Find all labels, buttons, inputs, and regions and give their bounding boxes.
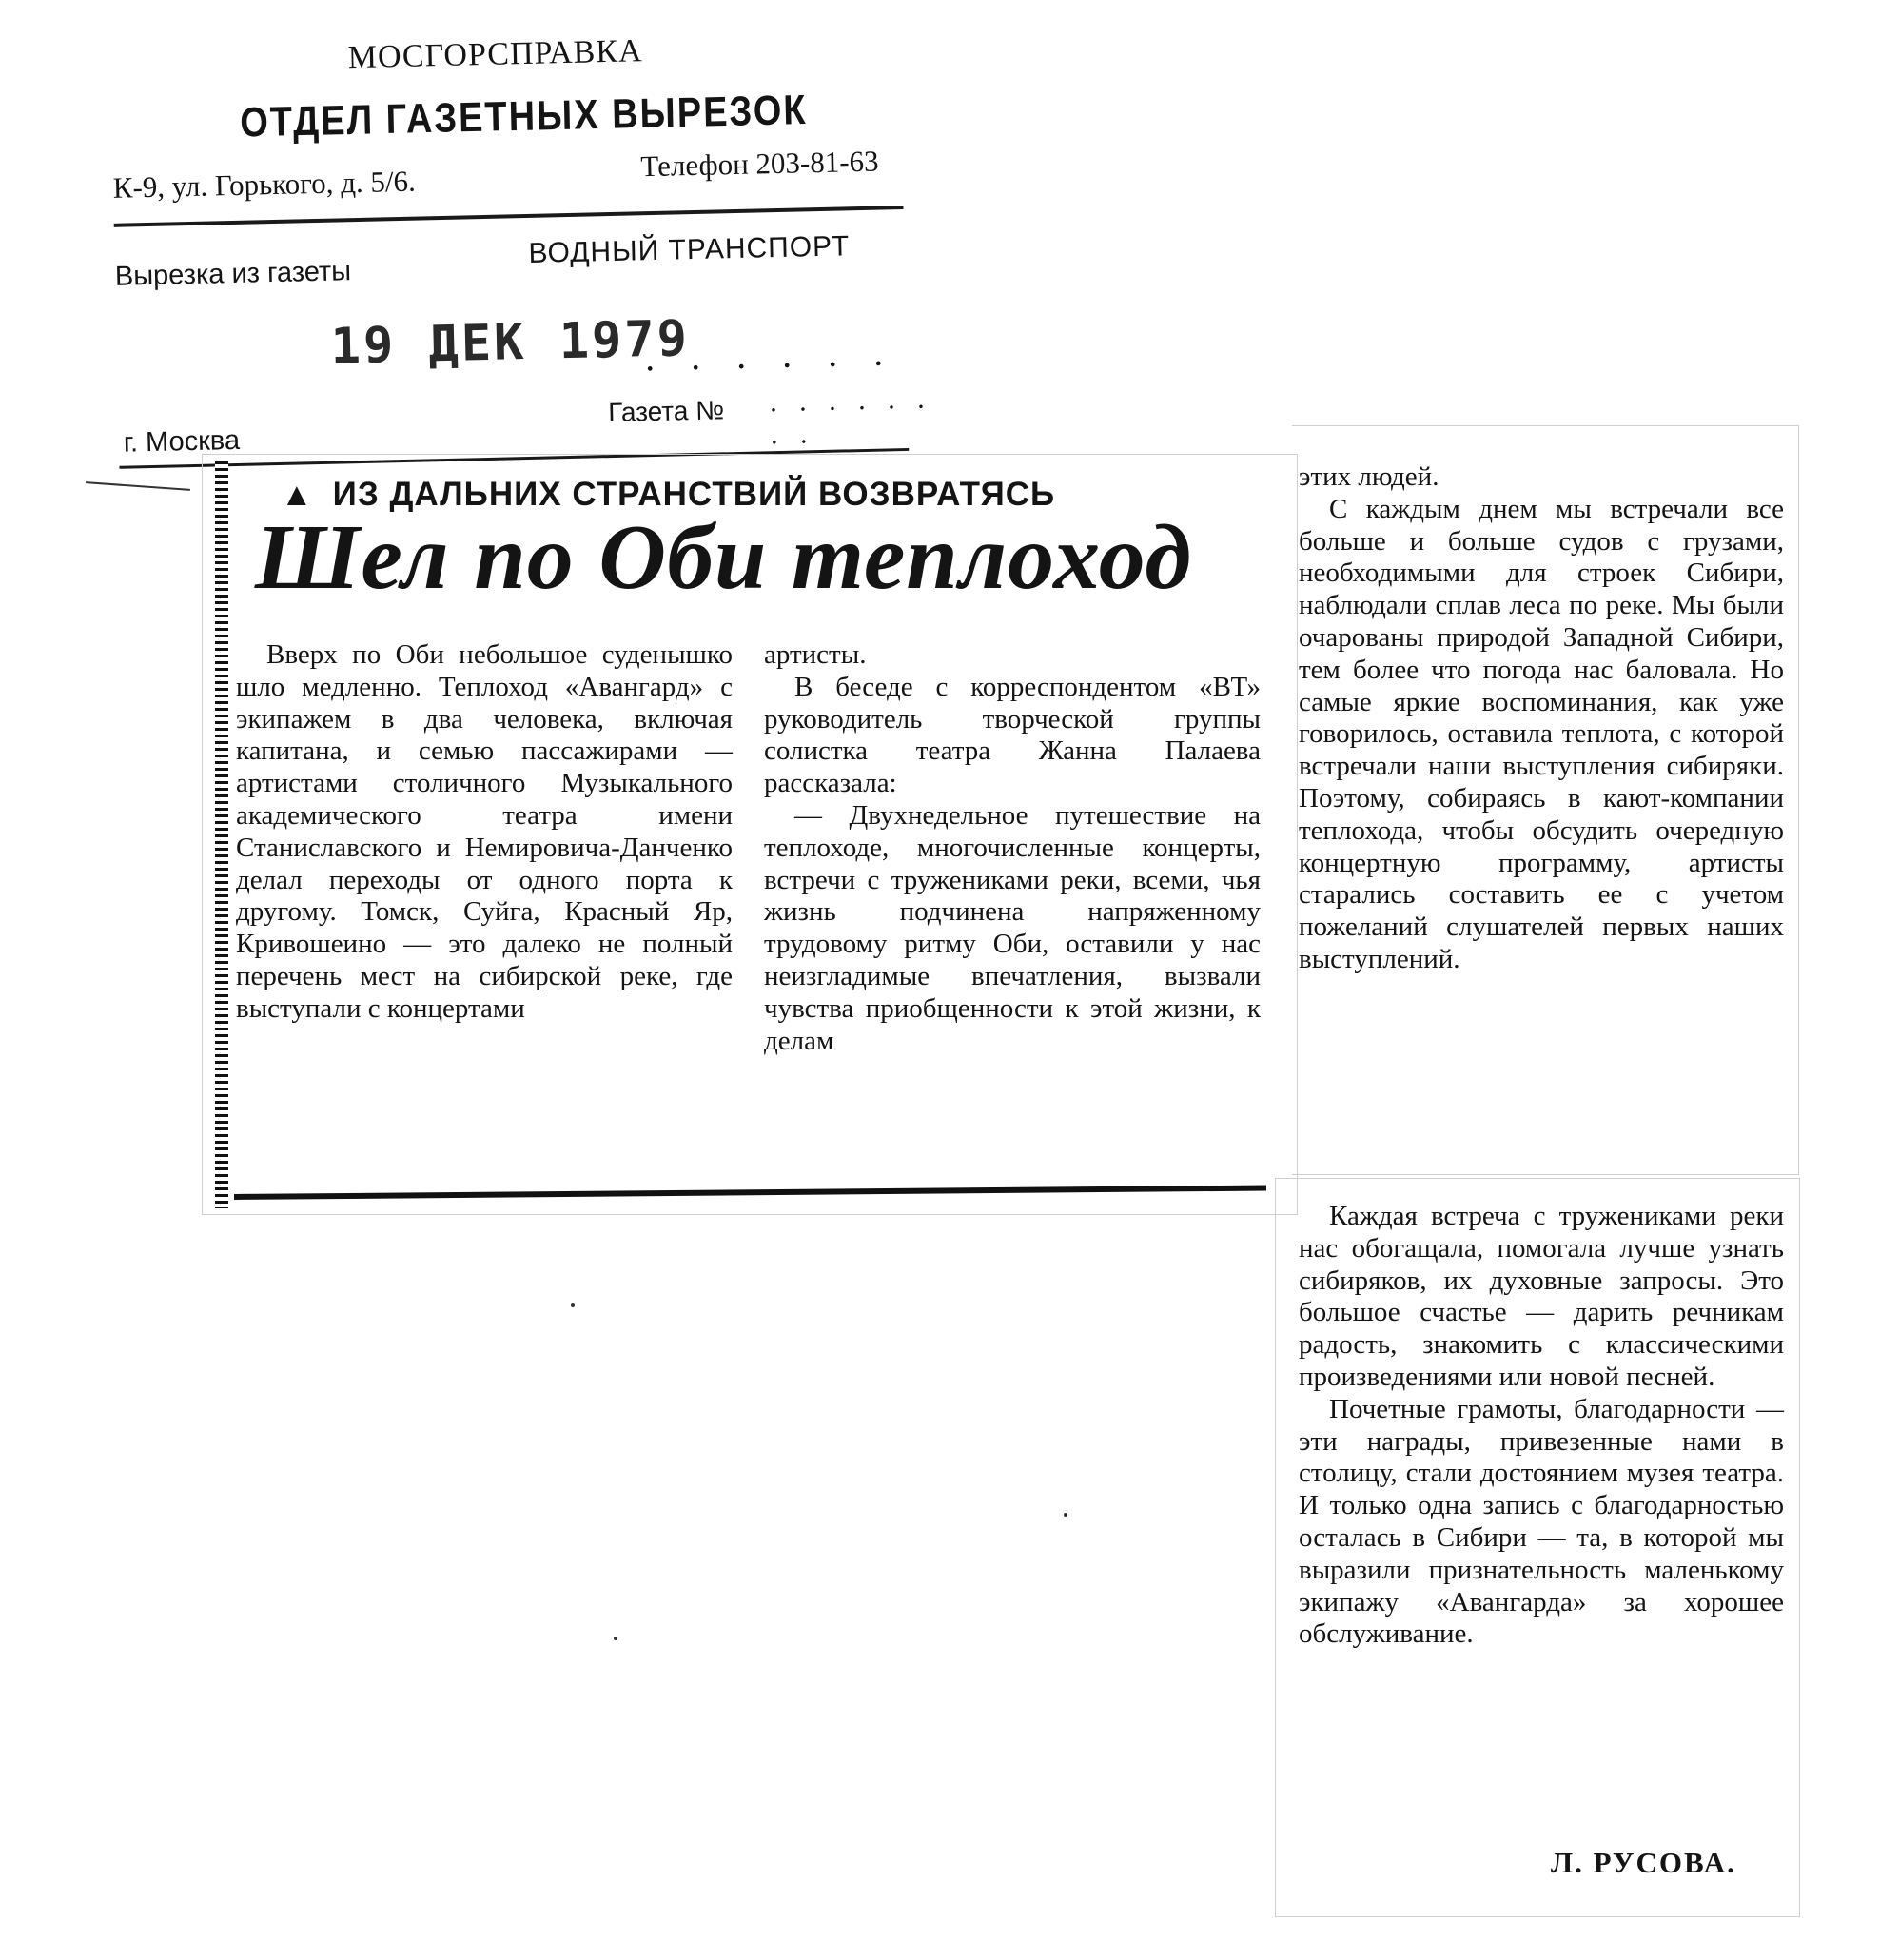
clipping-service-slip: [105, 10, 951, 459]
phone-number: Телефон 203-81-63: [640, 144, 879, 184]
divider: [114, 206, 904, 227]
paragraph: этих людей.: [1299, 461, 1439, 492]
article-column-1: Вверх по Оби небольшое суденышко шло медленно. Теплоход «Авангард» с экипажем в два человека, включая капитана, и семью пассажирами — артистами столичного Музыкального академического театра имени Станиславского и Немировича-Данченко делал переходы от одного порта к другому. Томск, Суйга, Красный Яр, Кривошеино — это далеко не полный перечень мест на сибирской реке, где выступали с концертами: [236, 639, 733, 1024]
address: К-9, ул. Горького, д. 5/6.: [112, 164, 417, 205]
paragraph: артисты.: [764, 639, 867, 670]
newspaper-name: ВОДНЫЙ ТРАНСПОРТ: [528, 230, 851, 269]
paragraph: В беседе с корреспондентом «ВТ» руководитель творческой группы солистка театра Жанна Палаева рассказала:: [764, 671, 1261, 799]
article-column-2: [764, 639, 1261, 1057]
clipping-label: Вырезка из газеты: [114, 256, 352, 292]
scan-speck: [1064, 1513, 1067, 1517]
author-signature: Л. РУСОВА.: [1551, 1846, 1736, 1879]
date-stamp: 19 ДЕК 1979: [329, 310, 691, 376]
paragraph: Почетные грамоты, благодарности — эти награды, привезенные нами в столицу, стали достоянием музея театра. И только одна запись с благодарностью осталась в Сибири — та, в которой мы выразили признательность маленькому экипажу «Авангарда» за хорошее обслуживание.: [1299, 1393, 1784, 1650]
department-name: ОТДЕЛ ГАЗЕТНЫХ ВЫРЕЗОК: [239, 88, 809, 147]
article-column-4: [1299, 1201, 1784, 1651]
scan-mark: [86, 481, 190, 491]
scan-speck: [614, 1637, 617, 1640]
paragraph: — Двухнедельное путешествие на теплоходе, многочисленные концерты, встречи с тружениками реки, всеми, чья жизнь подчинена напряженному трудовому ритму Оби, оставили у нас неизгладимые впечатления, вызвали чувства приобщенности к этой жизни, к делам: [764, 799, 1261, 1056]
scan-speck: [571, 1303, 575, 1307]
newspaper-number-label: Газета №: [607, 395, 725, 428]
organization-name: МОСГОРСПРАВКА: [347, 33, 643, 76]
paragraph: С каждым днем мы встречали все больше и больше судов с грузами, необходимыми для строек Сибири, наблюдали сплав леса по реке. Мы были очарованы природой Западной Сибири, тем более что погода нас баловала. Но самые яркие воспоминания, как уже говорилось, оставила теплота, с которой встречали наши выступления сибиряки. Поэтому, собираясь в кают-компании теплохода, чтобы обсудить очередную концертную программу, артисты старались составить ее с учетом пожеланий слушателей первых наших выступлений.: [1299, 493, 1784, 974]
triangle-icon: ▲: [281, 477, 314, 513]
paragraph: Каждая встреча с тружениками реки нас обогащала, помогала лучше узнать сибиряков, их духовные запросы. Это большое счастье — дарить речникам радость, знакомить с классическими произведениями или новой песней.: [1299, 1201, 1784, 1392]
rubric-text: ИЗ ДАЛЬНИХ СТРАНСТВИЙ ВОЗВРАТЯСЬ: [332, 476, 1056, 513]
newspaper-number-dots: . . . . . . . .: [769, 382, 932, 451]
column-rule-decoration: [215, 461, 228, 1208]
city: г. Москва: [123, 424, 241, 459]
article-column-3: [1299, 461, 1784, 976]
article-headline: Шел по Оби теплоход: [255, 506, 1193, 609]
date-fill-dots: . . . . . .: [644, 330, 897, 380]
